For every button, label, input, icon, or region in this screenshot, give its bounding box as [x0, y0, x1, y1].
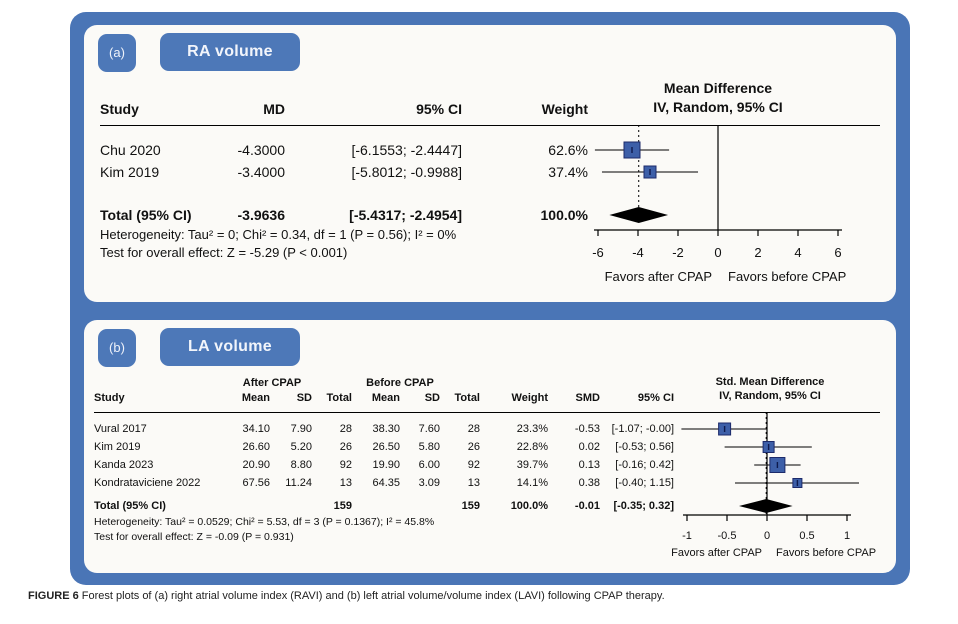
col-header-mean-after: Mean	[241, 392, 270, 404]
group-header-before-cpap: Before CPAP	[366, 377, 434, 389]
total-sd-before	[400, 500, 440, 513]
study-row	[100, 142, 592, 159]
axis-tick-label: 0	[714, 245, 722, 260]
total-label: Total (95% CI)	[94, 500, 166, 512]
panel-a-ra-volume	[84, 25, 896, 302]
panel-b-total-row	[94, 500, 674, 513]
model-header: IV, Random, 95% CI	[653, 99, 783, 115]
axis-tick-label: -6	[592, 245, 604, 260]
cell-weight: 22.8%	[516, 441, 548, 453]
panel-a-column-headers	[100, 101, 592, 118]
axis-tick-label: -1	[682, 530, 692, 542]
cell-study: Vural 2017	[94, 423, 147, 435]
cell-sd_after: 7.90	[290, 423, 312, 435]
cell-ci: [-0.40; 1.15]	[615, 477, 674, 489]
cell-ci: [-6.1553; -2.4447]	[351, 142, 462, 158]
cell-mean_after: 20.90	[242, 459, 270, 471]
cell-study: Kondrataviciene 2022	[94, 477, 201, 489]
col-header-weight: Weight	[511, 392, 548, 404]
axis-tick-label: 4	[794, 245, 802, 260]
total-sd-after	[270, 500, 312, 513]
cell-sd_before: 3.09	[418, 477, 440, 489]
cell-mean_before: 19.90	[372, 459, 400, 471]
group-header-after-cpap: After CPAP	[242, 377, 302, 389]
model-header: IV, Random, 95% CI	[719, 390, 821, 402]
total-mean-after	[224, 500, 270, 513]
cell-study: Kanda 2023	[94, 459, 154, 471]
panel-a-tag-badge: (a)	[98, 34, 136, 72]
total-smd: -0.01	[574, 500, 600, 512]
axis-tick-label: 0	[763, 530, 771, 542]
axis-tick-label: -2	[672, 245, 684, 260]
cell-weight: 14.1%	[516, 477, 548, 489]
cell-ci: [-5.8012; -0.9988]	[351, 164, 462, 180]
axis-tick-label: 0.5	[799, 530, 815, 542]
col-header-study: Study	[94, 392, 125, 404]
axis-tick-label: 1	[843, 530, 851, 542]
overall-effect-note: Test for overall effect: Z = -5.29 (P < 0.001)	[100, 245, 348, 260]
total-mean-before	[352, 500, 400, 513]
cell-total_before: 28	[467, 423, 480, 435]
study-row	[94, 441, 674, 454]
cell-md: -3.4000	[237, 164, 285, 180]
cell-total_after: 26	[339, 441, 352, 453]
cell-smd: 0.02	[578, 441, 600, 453]
figure-caption	[28, 590, 938, 602]
forest-plot-b	[670, 405, 890, 571]
axis-tick-label: 6	[834, 245, 842, 260]
cell-mean_before: 64.35	[372, 477, 400, 489]
caption-label: FIGURE 6	[28, 590, 79, 602]
cell-total_after: 28	[339, 423, 352, 435]
cell-study: Kim 2019	[94, 441, 141, 453]
col-header-sd-before: SD	[424, 392, 440, 404]
total-ci: [-5.4317; -2.4954]	[349, 207, 462, 223]
cell-weight: 23.3%	[516, 423, 548, 435]
total-n-after: 159	[333, 500, 352, 512]
cell-md: -4.3000	[237, 142, 285, 158]
cell-mean_after: 67.56	[242, 477, 270, 489]
study-row	[94, 459, 674, 472]
pooled-diamond	[609, 207, 668, 223]
cell-ci: [-0.53; 0.56]	[615, 441, 674, 453]
col-header-ci: 95% CI	[637, 392, 674, 404]
col-header-mean-before: Mean	[371, 392, 400, 404]
cell-mean_before: 26.50	[372, 441, 400, 453]
panel-b-column-headers	[94, 392, 674, 405]
axis-tick-label: 2	[754, 245, 762, 260]
cell-total_after: 13	[339, 477, 352, 489]
cell-sd_before: 7.60	[418, 423, 440, 435]
figure-frame	[70, 12, 910, 585]
cell-sd_before: 5.80	[418, 441, 440, 453]
cell-smd: -0.53	[574, 423, 600, 435]
cell-weight: 39.7%	[516, 459, 548, 471]
col-header-total-after: Total	[326, 392, 352, 404]
cell-total_before: 26	[467, 441, 480, 453]
favors-left-label: Favors after CPAP	[604, 269, 712, 284]
cell-weight: 62.6%	[548, 142, 588, 158]
cell-total_before: 92	[467, 459, 480, 471]
total-weight: 100.0%	[510, 500, 548, 512]
panel-b-tag-badge: (b)	[98, 329, 136, 367]
cell-total_after: 92	[339, 459, 352, 471]
total-weight: 100.0%	[540, 207, 588, 223]
cell-sd_after: 5.20	[290, 441, 312, 453]
cell-sd_before: 6.00	[418, 459, 440, 471]
cell-mean_before: 38.30	[372, 423, 400, 435]
study-row	[94, 477, 674, 490]
cell-smd: 0.13	[578, 459, 600, 471]
favors-right-label: Favors before CPAP	[728, 269, 847, 284]
cell-ci: [-1.07; -0.00]	[611, 423, 674, 435]
effect-measure-header: Std. Mean Difference	[715, 376, 825, 388]
study-row	[100, 164, 592, 181]
heterogeneity-note: Heterogeneity: Tau² = 0; Chi² = 0.34, df = 1 (P = 0.56); I² = 0%	[100, 227, 457, 242]
axis-tick-label: -0.5	[717, 530, 737, 542]
total-md: -3.9636	[237, 207, 285, 223]
cell-ci: [-0.16; 0.42]	[615, 459, 674, 471]
col-header-md: MD	[263, 101, 285, 117]
cell-sd_after: 11.24	[285, 477, 312, 489]
col-header-total-before: Total	[454, 392, 480, 404]
axis-tick-label: -4	[632, 245, 644, 260]
col-header-ci: 95% CI	[416, 101, 462, 117]
study-row	[94, 423, 674, 436]
cell-mean_after: 26.60	[242, 441, 270, 453]
pooled-diamond	[739, 499, 793, 513]
cell-weight: 37.4%	[548, 164, 588, 180]
total-label: Total (95% CI)	[100, 207, 192, 223]
cell-total_before: 13	[467, 477, 480, 489]
forest-plot-a	[584, 120, 894, 296]
heterogeneity-note: Heterogeneity: Tau² = 0.0529; Chi² = 5.53, df = 3 (P = 0.1367); I² = 45.8%	[94, 516, 435, 528]
favors-left-label: Favors after CPAP	[671, 547, 762, 559]
total-n-before: 159	[461, 500, 480, 512]
panel-a-title-badge: RA volume	[160, 33, 300, 71]
panel-a-plot-header	[584, 79, 852, 117]
cell-mean_after: 34.10	[242, 423, 270, 435]
panel-a-total-row	[100, 207, 592, 224]
panel-b-title-badge: LA volume	[160, 328, 300, 366]
effect-measure-header: Mean Difference	[663, 80, 773, 96]
col-header-weight: Weight	[541, 101, 588, 117]
cell-smd: 0.38	[578, 477, 600, 489]
cell-study: Chu 2020	[100, 142, 161, 158]
caption-text: Forest plots of (a) right atrial volume index (RAVI) and (b) left atrial volume/volume index (LAVI) following CPAP therapy.	[81, 590, 665, 602]
total-ci: [-0.35; 0.32]	[613, 500, 674, 512]
cell-sd_after: 8.80	[290, 459, 312, 471]
col-header-study: Study	[100, 101, 139, 117]
panel-b-plot-header	[670, 375, 870, 403]
favors-right-label: Favors before CPAP	[776, 547, 877, 559]
col-header-smd: SMD	[575, 392, 600, 404]
col-header-sd-after: SD	[296, 392, 312, 404]
cell-study: Kim 2019	[100, 164, 160, 180]
overall-effect-note: Test for overall effect: Z = -0.09 (P = 0.931)	[94, 531, 294, 543]
panel-b-la-volume	[84, 320, 896, 573]
